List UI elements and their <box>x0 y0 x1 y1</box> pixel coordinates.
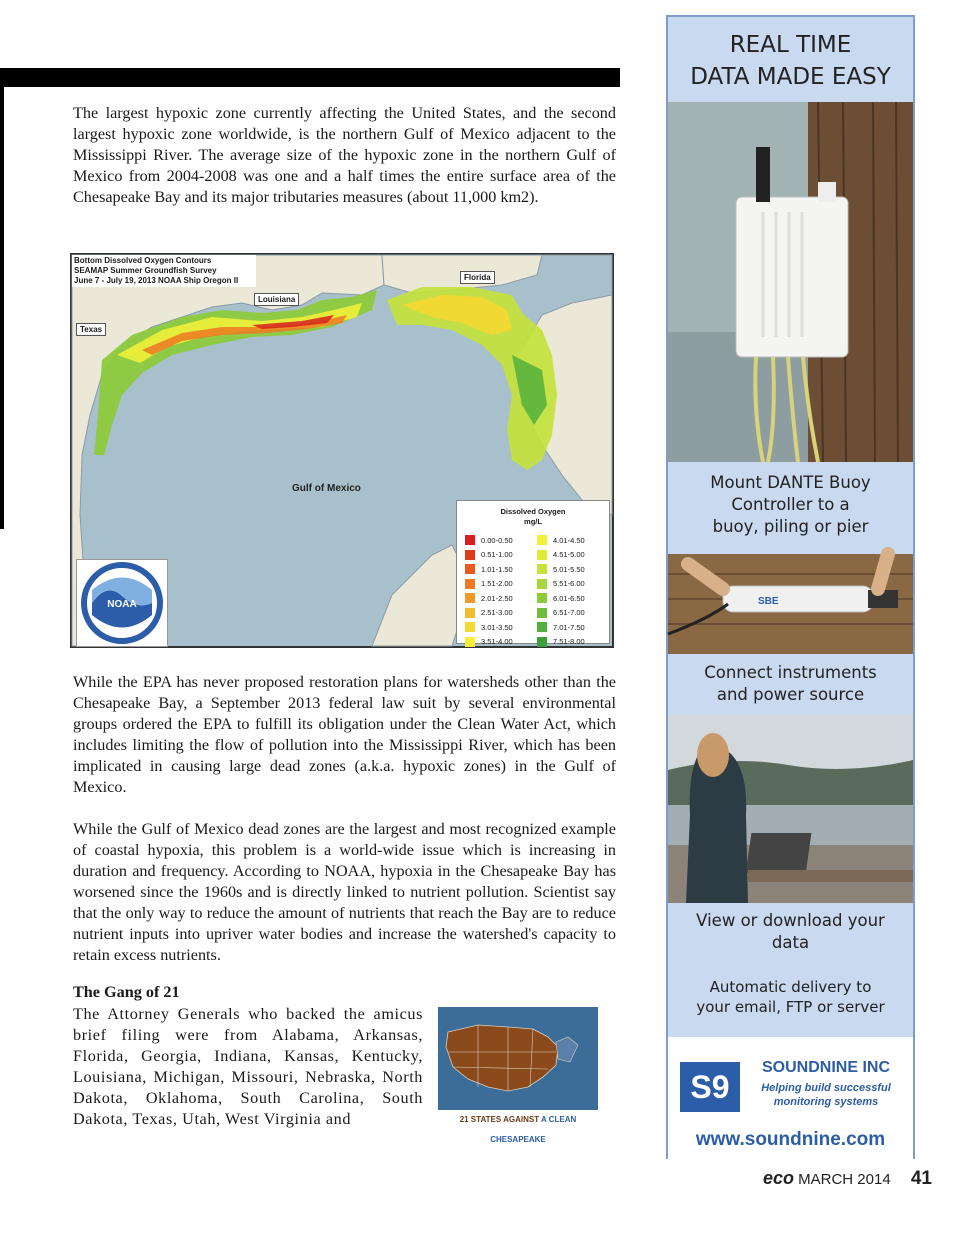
article-paragraph-2: While the EPA has never proposed restoration plans for watersheds other than the Chesapeake Bay, a September 2013 federal law suit by several environmental groups ordered the EPA to fulfill its obligation under the Clean Water Act, which includes limiting the flow of pollution into the Mississippi River, which has been implicated in causing large dead zones (a.k.a. hypoxic zones) in the Gulf of Mexico. <box>73 673 616 796</box>
ad-caption-4-line-2: your email, FTP or server <box>696 998 885 1016</box>
map-title <box>72 255 256 287</box>
thumbnail-caption-b: A CLEAN CHESAPEAKE <box>490 1115 577 1144</box>
ad-headline <box>668 17 913 102</box>
ad-caption-1-line-3: buoy, piling or pier <box>712 517 869 536</box>
noaa-logo <box>76 559 168 647</box>
legend-swatch <box>465 637 475 647</box>
legend-item <box>537 591 609 606</box>
legend-range: 1.01-1.50 <box>481 564 513 574</box>
legend-item <box>465 562 537 577</box>
legend-swatch <box>537 593 547 603</box>
ad-headline-line-1: REAL TIME <box>729 32 852 58</box>
ad-headline-line-2: DATA MADE EASY <box>690 64 891 90</box>
legend-item <box>537 620 609 635</box>
issue-date: MARCH 2014 <box>798 1171 891 1188</box>
map-title-line-2: SEAMAP Summer Groundfish Survey <box>74 266 217 275</box>
legend-item <box>537 635 609 650</box>
company-website-link[interactable]: www.soundnine.com <box>695 1129 886 1150</box>
sbe-label: SBE <box>758 596 779 607</box>
legend-item <box>537 606 609 621</box>
noaa-logo-icon <box>77 560 167 646</box>
legend-item <box>537 548 609 563</box>
soundnine-advertisement[interactable] <box>666 15 915 1159</box>
header-rule <box>0 68 620 87</box>
legend-unit: mg/L <box>524 517 542 526</box>
legend-item <box>537 562 609 577</box>
states-map-thumbnail <box>438 1007 598 1144</box>
hypoxia-map-figure <box>70 253 614 648</box>
legend-item <box>465 548 537 563</box>
map-label-florida: Florida <box>460 271 495 284</box>
company-name: SOUNDNINE INC <box>761 1059 890 1076</box>
ad-photo-buoy-controller <box>668 102 913 462</box>
legend-range: 4.01-4.50 <box>553 535 585 545</box>
map-legend <box>456 500 610 647</box>
ad-photo-instruments <box>668 554 913 654</box>
legend-swatch <box>465 550 475 560</box>
legend-range: 4.51-5.00 <box>553 550 585 560</box>
ad-caption-4 <box>668 977 913 1017</box>
us-map-graphic <box>438 1007 598 1110</box>
legend-range: 3.01-3.50 <box>481 622 513 632</box>
legend-item <box>465 591 537 606</box>
legend-item <box>465 606 537 621</box>
legend-item <box>465 620 537 635</box>
legend-range: 7.51-8.00 <box>553 637 585 647</box>
page-number: 41 <box>910 1168 932 1189</box>
legend-range: 1.51-2.00 <box>481 579 513 589</box>
company-slogan-line-1: Helping build successful <box>761 1082 891 1094</box>
legend-swatch <box>537 550 547 560</box>
legend-range: 6.01-6.50 <box>553 593 585 603</box>
article-paragraph-4: The Attorney Generals who backed the amicus brief filing were from Alabama, Arkansas, Florida, Georgia, Indiana, Kansas, Kentucky, Louisiana, Michigan, Missouri, Nebraska, North Dakota, Oklahoma, South Carolina, South Dakota, Texas, Utah, West Virginia and <box>73 1005 423 1128</box>
legend-swatch <box>465 608 475 618</box>
side-rule <box>0 87 4 529</box>
ad-caption-3 <box>668 910 913 954</box>
legend-item <box>465 533 537 548</box>
noaa-logo-text: NOAA <box>107 599 137 610</box>
legend-item <box>537 533 609 548</box>
legend-swatch <box>537 564 547 574</box>
legend-swatch <box>465 593 475 603</box>
map-title-line-1: Bottom Dissolved Oxygen Contours <box>74 256 212 265</box>
legend-swatch <box>465 579 475 589</box>
ad-caption-1-line-2: Controller to a <box>731 495 850 514</box>
ad-caption-2-line-2: and power source <box>716 685 865 704</box>
ad-caption-3-line-2: data <box>771 933 810 952</box>
article-paragraph-3: While the Gulf of Mexico dead zones are the largest and most recognized example of coastal hypoxia, this problem is a world-wide issue which is increasing in duration and frequency. According to NOAA, hypoxia in the Chesapeake Bay has worsened since the 1960s and is directly linked to nutrient pollution. Scientist say that the only way to reduce the amount of nutrients that reach the Bay are to reduce nutrient inputs into upriver water bodies and increase the watershed's capacity to retain excess nutrients. <box>73 820 616 964</box>
legend-range: 2.51-3.00 <box>481 608 513 618</box>
article-paragraph-1: The largest hypoxic zone currently affecting the United States, and the second largest hypoxic zone worldwide, is the northern Gulf of Mexico adjacent to the Mississippi River. The average size of the hypoxic zone in the northern Gulf of Mexico from 2004-2008 was one and a half times the entire surface area of the Chesapeake Bay and its major tributaries measures (about 11,000 km2). <box>73 104 616 206</box>
legend-swatch <box>537 608 547 618</box>
ad-caption-1-line-1: Mount DANTE Buoy <box>710 473 871 492</box>
page-footer <box>763 1168 932 1190</box>
legend-range: 5.01-5.50 <box>553 564 585 574</box>
company-slogan-line-2: monitoring systems <box>773 1096 879 1108</box>
legend-range: 0.51-1.00 <box>481 550 513 560</box>
soundnine-logo: S9 <box>678 1060 742 1114</box>
ad-caption-2-line-1: Connect instruments <box>704 663 877 682</box>
legend-range: 3.51-4.00 <box>481 637 513 647</box>
thumbnail-caption <box>438 1110 598 1144</box>
legend-range: 2.01-2.50 <box>481 593 513 603</box>
legend-range: 6.51-7.00 <box>553 608 585 618</box>
ad-caption-1 <box>668 472 913 538</box>
legend-range: 7.01-7.50 <box>553 622 585 632</box>
magazine-brand: eco <box>762 1168 794 1188</box>
ad-caption-4-line-1: Automatic delivery to <box>709 978 872 996</box>
map-label-gulf: Gulf of Mexico <box>292 483 361 494</box>
legend-item <box>465 577 537 592</box>
ad-caption-3-line-1: View or download your <box>696 911 885 930</box>
instrument-photo <box>668 554 913 654</box>
legend-swatch <box>465 622 475 632</box>
map-title-line-3: June 7 - July 19, 2013 NOAA Ship Oregon II <box>74 276 239 285</box>
legend-swatch <box>465 535 475 545</box>
company-slogan <box>746 1081 906 1109</box>
ad-photo-laptop-user <box>668 715 913 903</box>
map-label-louisiana: Louisiana <box>254 293 299 306</box>
laptop-user-photo <box>668 715 913 903</box>
legend-swatch <box>537 637 547 647</box>
legend-title: Dissolved Oxygen <box>500 507 566 516</box>
legend-range: 0.00-0.50 <box>481 535 513 545</box>
legend-swatch <box>537 579 547 589</box>
map-label-texas: Texas <box>76 323 106 336</box>
legend-swatch <box>537 622 547 632</box>
legend-item <box>465 635 537 650</box>
section-heading: The Gang of 21 <box>73 983 180 1001</box>
legend-swatch <box>537 535 547 545</box>
ad-caption-2 <box>668 662 913 706</box>
buoy-controller-photo <box>668 102 913 462</box>
thumbnail-caption-a: 21 STATES AGAINST <box>459 1115 540 1124</box>
legend-range: 5.51-6.00 <box>553 579 585 589</box>
legend-item <box>537 577 609 592</box>
legend-swatch <box>465 564 475 574</box>
